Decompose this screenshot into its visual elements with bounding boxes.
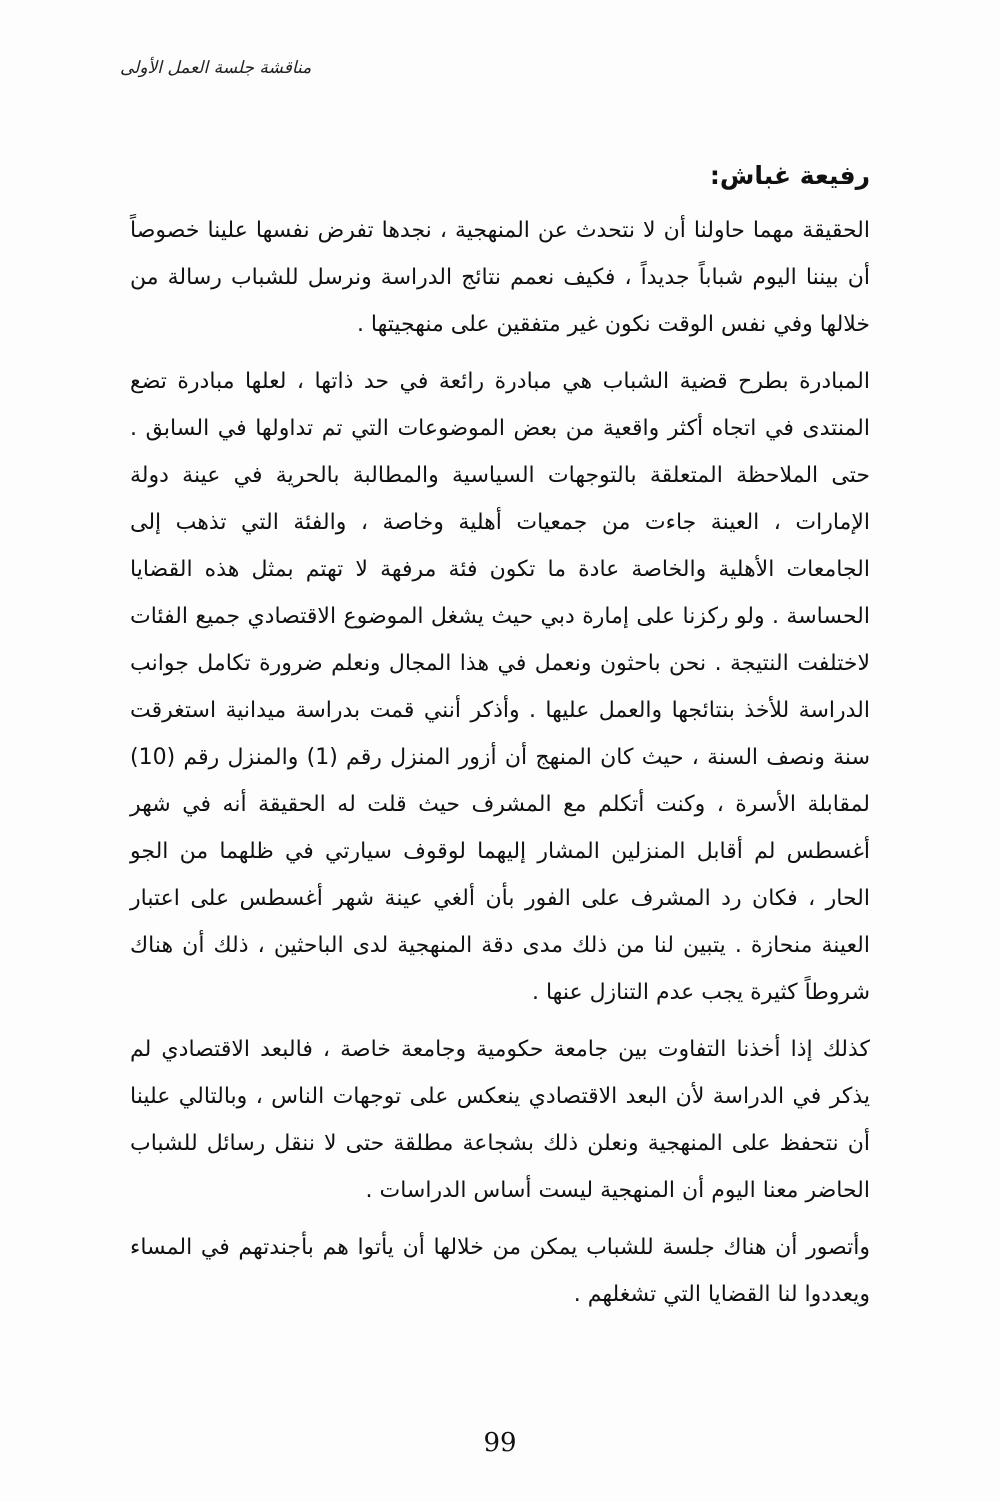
paragraph: وأتصور أن هناك جلسة للشباب يمكن من خلالها أن يأتوا هم بأجندتهم في المساء ويعددوا لنا القضايا التي تشغلهم .	[130, 1235, 870, 1307]
page-number: 99	[483, 1428, 517, 1458]
page-content	[130, 152, 870, 1328]
paragraph: الحقيقة مهما حاولنا أن لا نتحدث عن المنهجية ، نجدها تفرض نفسها علينا خصوصاً أن بيننا اليوم شباباً جديداً ، فكيف نعمم نتائج الدراسة ونرسل للشباب رسالة من خلالها وفي نفس الوقت نكون غير متفقين على منهجيتها .	[130, 218, 870, 337]
running-header: مناقشة جلسة العمل الأولى	[120, 58, 312, 78]
paragraph: كذلك إذا أخذنا التفاوت بين جامعة حكومية وجامعة خاصة ، فالبعد الاقتصادي لم يذكر في الدراسة لأن البعد الاقتصادي ينعكس على توجهات الناس ، وبالتالي علينا أن نتحفظ على المنهجية ونعلن ذلك بشجاعة مطلقة حتى لا ننقل رسائل للشباب الحاضر معنا اليوم أن المنهجية ليست أساس الدراسات .	[130, 1037, 870, 1203]
paragraph: المبادرة بطرح قضية الشباب هي مبادرة رائعة في حد ذاتها ، لعلها مبادرة تضع المنتدى في اتجاه أكثر واقعية من بعض الموضوعات التي تم تداولها في السابق . حتى الملاحظة المتعلقة بالتوجهات السياسية والمطالبة بالحرية في عينة دولة الإمارات ، العينة جاءت من جمعيات أهلية وخاصة ، والفئة التي تذهب إلى الجامعات الأهلية والخاصة عادة ما تكون فئة مرفهة لا تهتم بمثل هذه القضايا الحساسة . ولو ركزنا على إمارة دبي حيث يشغل الموضوع الاقتصادي جميع الفئات لاختلفت النتيجة . نحن باحثون ونعمل في هذا المجال ونعلم ضرورة تكامل جوانب الدراسة للأخذ بنتائجها والعمل عليها . وأذكر أنني قمت بدراسة ميدانية استغرقت سنة ونصف السنة ، حيث كان المنهج أن أزور المنزل رقم (1) والمنزل رقم (10) لمقابلة الأسرة ، وكنت أتكلم مع المشرف حيث قلت له الحقيقة أنه في شهر أغسطس لم أقابل المنزلين المشار إليهما لوقوف سيارتي في ظلهما من الجو الحار ، فكان رد المشرف على الفور بأن ألغي عينة شهر أغسطس على اعتبار العينة منحازة . يتبين لنا من ذلك مدى دقة المنهجية لدى الباحثين ، ذلك أن هناك شروطاً كثيرة يجب عدم التنازل عنها .	[130, 369, 870, 1005]
speaker-name: رفيعة غباش:	[709, 161, 870, 190]
